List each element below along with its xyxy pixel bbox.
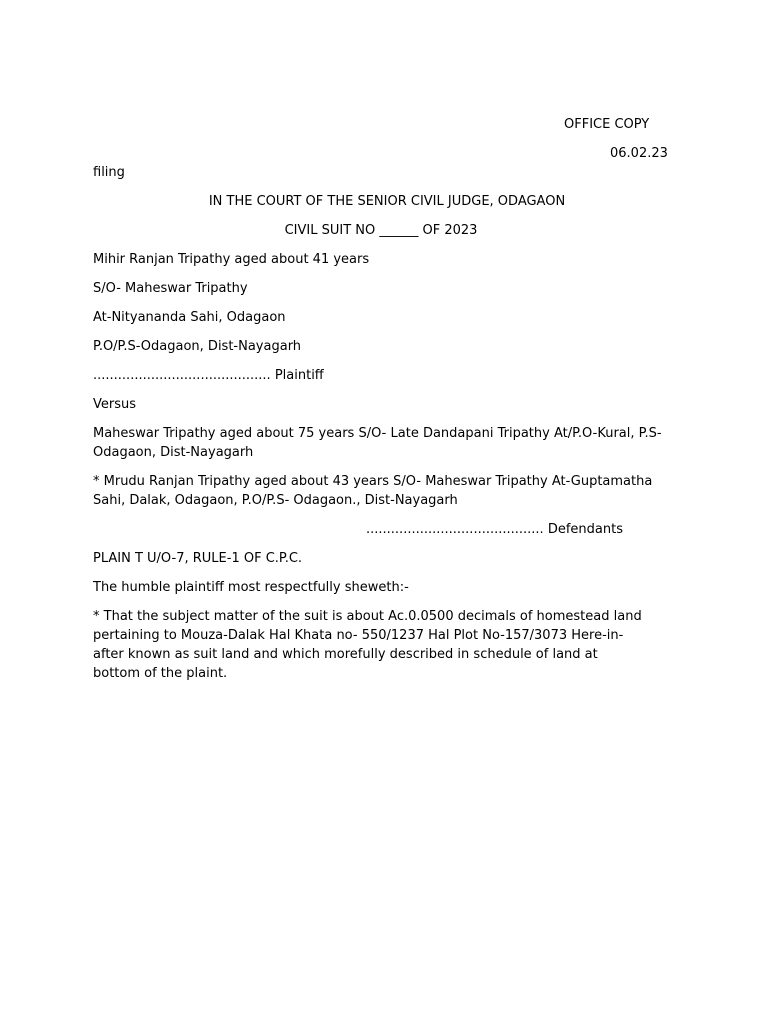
plaintiff-label: ........................................... Plaintiff (93, 368, 324, 383)
defendant-1: Maheswar Tripathy aged about 75 years S/O- Late Dandapani Tripathy At/P.O-Kural, P.S-Odagaon, Dist-Nayagarh (93, 426, 662, 460)
document-date: 06.02.23 (610, 146, 668, 161)
plaint-point-1: * That the subject matter of the suit is about Ac.0.0500 decimals of homestead land pertaining to Mouza-Dalak Hal Khata no- 550/1237 Hal Plot No-157/3073 Here-in-after known as suit land and which morefully described in schedule of land at bottom of the plaint. (93, 609, 642, 681)
plaintiff-post: P.O/P.S-Odagaon, Dist-Nayagarh (93, 339, 302, 354)
plaintiff-address: At-Nityananda Sahi, Odagaon (93, 310, 286, 325)
defendants-label: ........................................... Defendants (366, 522, 623, 537)
plaint-intro: The humble plaintiff most respectfully sheweth:- (93, 580, 409, 595)
office-copy-label: OFFICE COPY (564, 117, 650, 132)
plaintiff-father: S/O- Maheswar Tripathy (93, 281, 248, 296)
filing-label: filing (93, 165, 125, 180)
court-title: IN THE COURT OF THE SENIOR CIVIL JUDGE, ODAGAON (208, 194, 566, 209)
plaintiff-name: Mihir Ranjan Tripathy aged about 41 years (93, 252, 370, 267)
versus-label: Versus (93, 397, 137, 412)
defendant-2: * Mrudu Ranjan Tripathy aged about 43 years S/O- Maheswar Tripathy At-Guptamatha Sahi, Dalak, Odagaon, P.O/P.S- Odagaon., Dist-Nayagarh (93, 474, 653, 508)
civil-suit-number: CIVIL SUIT NO ______ OF 2023 (284, 223, 478, 238)
plaint-heading: PLAIN T U/O-7, RULE-1 OF C.P.C. (93, 551, 303, 566)
